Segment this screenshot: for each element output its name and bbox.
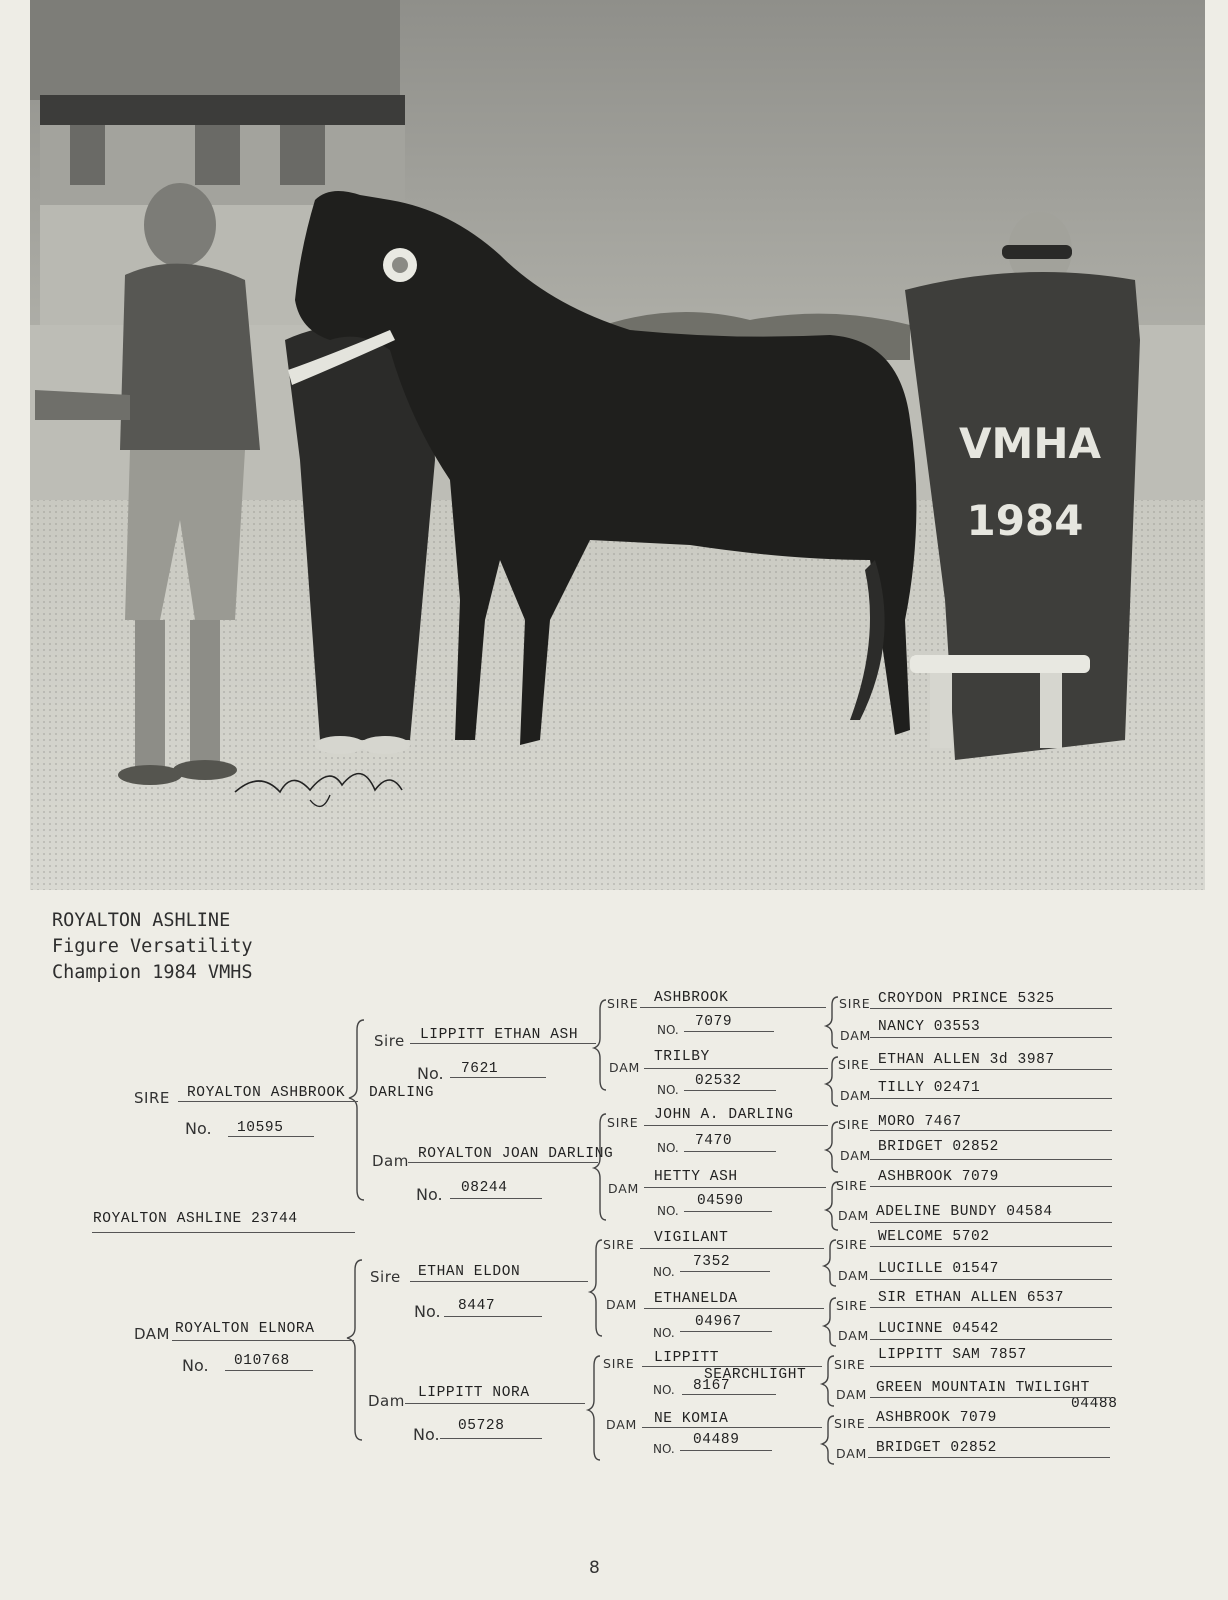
rule <box>640 1248 824 1249</box>
number-label: No. <box>185 1119 212 1138</box>
gen3-name: LIPPITT <box>654 1350 720 1366</box>
gen3-name: ETHANELDA <box>654 1291 738 1307</box>
gen3-number: 8167 <box>693 1378 731 1394</box>
number-label: No. <box>414 1302 441 1321</box>
gen4-name: TILLY 02471 <box>878 1080 981 1096</box>
rule <box>444 1316 542 1317</box>
banner-line1: VMHA <box>959 419 1101 468</box>
dam-dam-number: 05728 <box>458 1418 505 1434</box>
rule <box>408 1162 598 1163</box>
number-label: NO. <box>653 1442 675 1456</box>
rule <box>640 1007 826 1008</box>
rule <box>870 1186 1112 1187</box>
rule <box>870 1397 1110 1398</box>
gen4-dam-label: DAM <box>840 1088 872 1103</box>
gen4-sire-label: SIRE <box>834 1357 866 1372</box>
gen3-sire-label: SIRE <box>603 1356 635 1371</box>
sire-number: 10595 <box>237 1120 284 1136</box>
rule <box>684 1031 774 1032</box>
gen3-number: 7352 <box>693 1254 731 1270</box>
number-label: NO. <box>657 1204 679 1218</box>
dam-name: ROYALTON ELNORA <box>175 1321 315 1337</box>
rule <box>870 1279 1112 1280</box>
dam-sire-name: ETHAN ELDON <box>418 1264 521 1280</box>
rule <box>172 1340 354 1341</box>
gen3-number: 04489 <box>693 1432 740 1448</box>
dam-number: 010768 <box>234 1353 290 1369</box>
gen4-sire-label: SIRE <box>834 1416 866 1431</box>
rule <box>870 1008 1112 1009</box>
rule <box>644 1308 824 1309</box>
gen3-dam-label: DAM <box>608 1181 640 1196</box>
gen4-name: BRIDGET 02852 <box>878 1139 999 1155</box>
gen4-name: ETHAN ALLEN 3d 3987 <box>878 1052 1055 1068</box>
dam-label: DAM <box>134 1325 170 1343</box>
number-label: NO. <box>657 1083 679 1097</box>
gen3-name: VIGILANT <box>654 1230 729 1246</box>
gen4-dam-label: DAM <box>838 1208 870 1223</box>
gen3-dam-label: DAM <box>606 1417 638 1432</box>
rule <box>225 1370 313 1371</box>
gen4-sire-label: SIRE <box>838 1057 870 1072</box>
rule <box>450 1077 546 1078</box>
number-label: NO. <box>653 1383 675 1397</box>
gen3-number: 02532 <box>695 1073 742 1089</box>
page-number: 8 <box>589 1558 600 1578</box>
gen4-name: GREEN MOUNTAIN TWILIGHT <box>876 1380 1090 1396</box>
gen4-name: ASHBROOK 7079 <box>876 1410 997 1426</box>
gen4-dam-label: DAM <box>836 1387 868 1402</box>
rule <box>680 1450 772 1451</box>
rule <box>642 1366 822 1367</box>
gen4-name: WELCOME 5702 <box>878 1229 990 1245</box>
dam-sire-label: Sire <box>370 1268 401 1286</box>
sire-dam-label: Dam <box>372 1152 409 1170</box>
gen3-name-cont: SEARCHLIGHT <box>704 1367 807 1383</box>
gen3-name: JOHN A. DARLING <box>654 1107 794 1123</box>
number-label: No. <box>417 1064 444 1083</box>
number-label: NO. <box>657 1023 679 1037</box>
gen3-number: 7079 <box>695 1014 733 1030</box>
gen3-name: TRILBY <box>654 1049 710 1065</box>
number-label: No. <box>413 1425 440 1444</box>
number-label: NO. <box>653 1326 675 1340</box>
rule <box>92 1232 355 1233</box>
rule <box>642 1427 822 1428</box>
gen4-sire-label: SIRE <box>839 996 871 1011</box>
rule <box>680 1271 770 1272</box>
gen4-name: LIPPITT SAM 7857 <box>878 1347 1027 1363</box>
rule <box>870 1222 1112 1223</box>
rule <box>684 1090 776 1091</box>
gen4-dam-label: DAM <box>836 1446 868 1461</box>
gen3-name: NE KOMIA <box>654 1411 729 1427</box>
gen4-name-extra: 04488 <box>1071 1396 1118 1412</box>
caption-line2: Figure Versatility <box>52 936 253 957</box>
rule <box>870 1037 1112 1038</box>
gen3-sire-label: SIRE <box>607 996 639 1011</box>
dam-sire-number: 8447 <box>458 1298 496 1314</box>
gen4-name: LUCILLE 01547 <box>878 1261 999 1277</box>
gen3-number: 7470 <box>695 1133 733 1149</box>
rule <box>870 1366 1112 1367</box>
gen4-name: SIR ETHAN ALLEN 6537 <box>878 1290 1065 1306</box>
number-label: No. <box>182 1356 209 1375</box>
caption-line1: ROYALTON ASHLINE <box>52 910 231 931</box>
rule <box>870 1098 1112 1099</box>
rule <box>870 1246 1112 1247</box>
gen4-dam-label: DAM <box>840 1028 872 1043</box>
number-label: No. <box>416 1185 443 1204</box>
dam-dam-label: Dam <box>368 1392 405 1410</box>
subject-name: ROYALTON ASHLINE 23744 <box>93 1211 298 1227</box>
dam-dam-name: LIPPITT NORA <box>418 1385 530 1401</box>
rule <box>868 1427 1110 1428</box>
gen3-dam-label: DAM <box>609 1060 641 1075</box>
sire-dam-number: 08244 <box>461 1180 508 1196</box>
gen4-name: NANCY 03553 <box>878 1019 981 1035</box>
rule <box>405 1403 585 1404</box>
gen3-dam-label: DAM <box>606 1297 638 1312</box>
rule <box>870 1159 1112 1160</box>
sire-sire-name: LIPPITT ETHAN ASH <box>420 1027 579 1043</box>
rule <box>450 1198 542 1199</box>
rule <box>684 1211 772 1212</box>
banner-line2: 1984 <box>966 496 1084 545</box>
rule <box>644 1187 826 1188</box>
rule <box>228 1136 314 1137</box>
gen4-name: LUCINNE 04542 <box>878 1321 999 1337</box>
rule <box>680 1331 772 1332</box>
gen4-name: ADELINE BUNDY 04584 <box>876 1204 1053 1220</box>
gen3-number: 04590 <box>697 1193 744 1209</box>
gen4-name: ASHBROOK 7079 <box>878 1169 999 1185</box>
rule <box>870 1307 1112 1308</box>
rule <box>644 1125 828 1126</box>
rule <box>178 1101 358 1102</box>
rule <box>410 1043 596 1044</box>
rule <box>870 1339 1112 1340</box>
rule <box>870 1069 1112 1070</box>
gen3-name: HETTY ASH <box>654 1169 738 1185</box>
gen4-dam-label: DAM <box>838 1328 870 1343</box>
gen3-sire-label: SIRE <box>603 1237 635 1252</box>
rule <box>684 1151 776 1152</box>
gen4-sire-label: SIRE <box>836 1178 868 1193</box>
rule <box>410 1281 588 1282</box>
horse-photo <box>30 0 1205 890</box>
sire-dam-name: ROYALTON JOAN DARLING <box>418 1146 614 1162</box>
gen3-name: ASHBROOK <box>654 990 729 1006</box>
gen3-number: 04967 <box>695 1314 742 1330</box>
sire-sire-number: 7621 <box>461 1061 499 1077</box>
gen4-name: MORO 7467 <box>878 1114 962 1130</box>
gen3-sire-label: SIRE <box>607 1115 639 1130</box>
gen4-name: BRIDGET 02852 <box>876 1440 997 1456</box>
gen4-name: CROYDON PRINCE 5325 <box>878 991 1055 1007</box>
sire-label: SIRE <box>134 1089 170 1107</box>
rule <box>682 1394 776 1395</box>
gen4-dam-label: DAM <box>840 1148 872 1163</box>
sire-sire-label: Sire <box>374 1032 405 1050</box>
number-label: NO. <box>653 1265 675 1279</box>
gen4-dam-label: DAM <box>838 1268 870 1283</box>
gen4-sire-label: SIRE <box>838 1117 870 1132</box>
rule <box>440 1438 542 1439</box>
gen4-sire-label: SIRE <box>836 1298 868 1313</box>
photo-caption <box>52 908 252 986</box>
number-label: NO. <box>657 1141 679 1155</box>
rule <box>644 1068 828 1069</box>
caption-line3: Champion 1984 VMHS <box>52 962 253 983</box>
gen4-sire-label: SIRE <box>836 1237 868 1252</box>
sire-name-cont: DARLING <box>369 1085 435 1101</box>
rule <box>870 1130 1112 1131</box>
rule <box>868 1457 1110 1458</box>
sire-name: ROYALTON ASHBROOK <box>187 1085 346 1101</box>
